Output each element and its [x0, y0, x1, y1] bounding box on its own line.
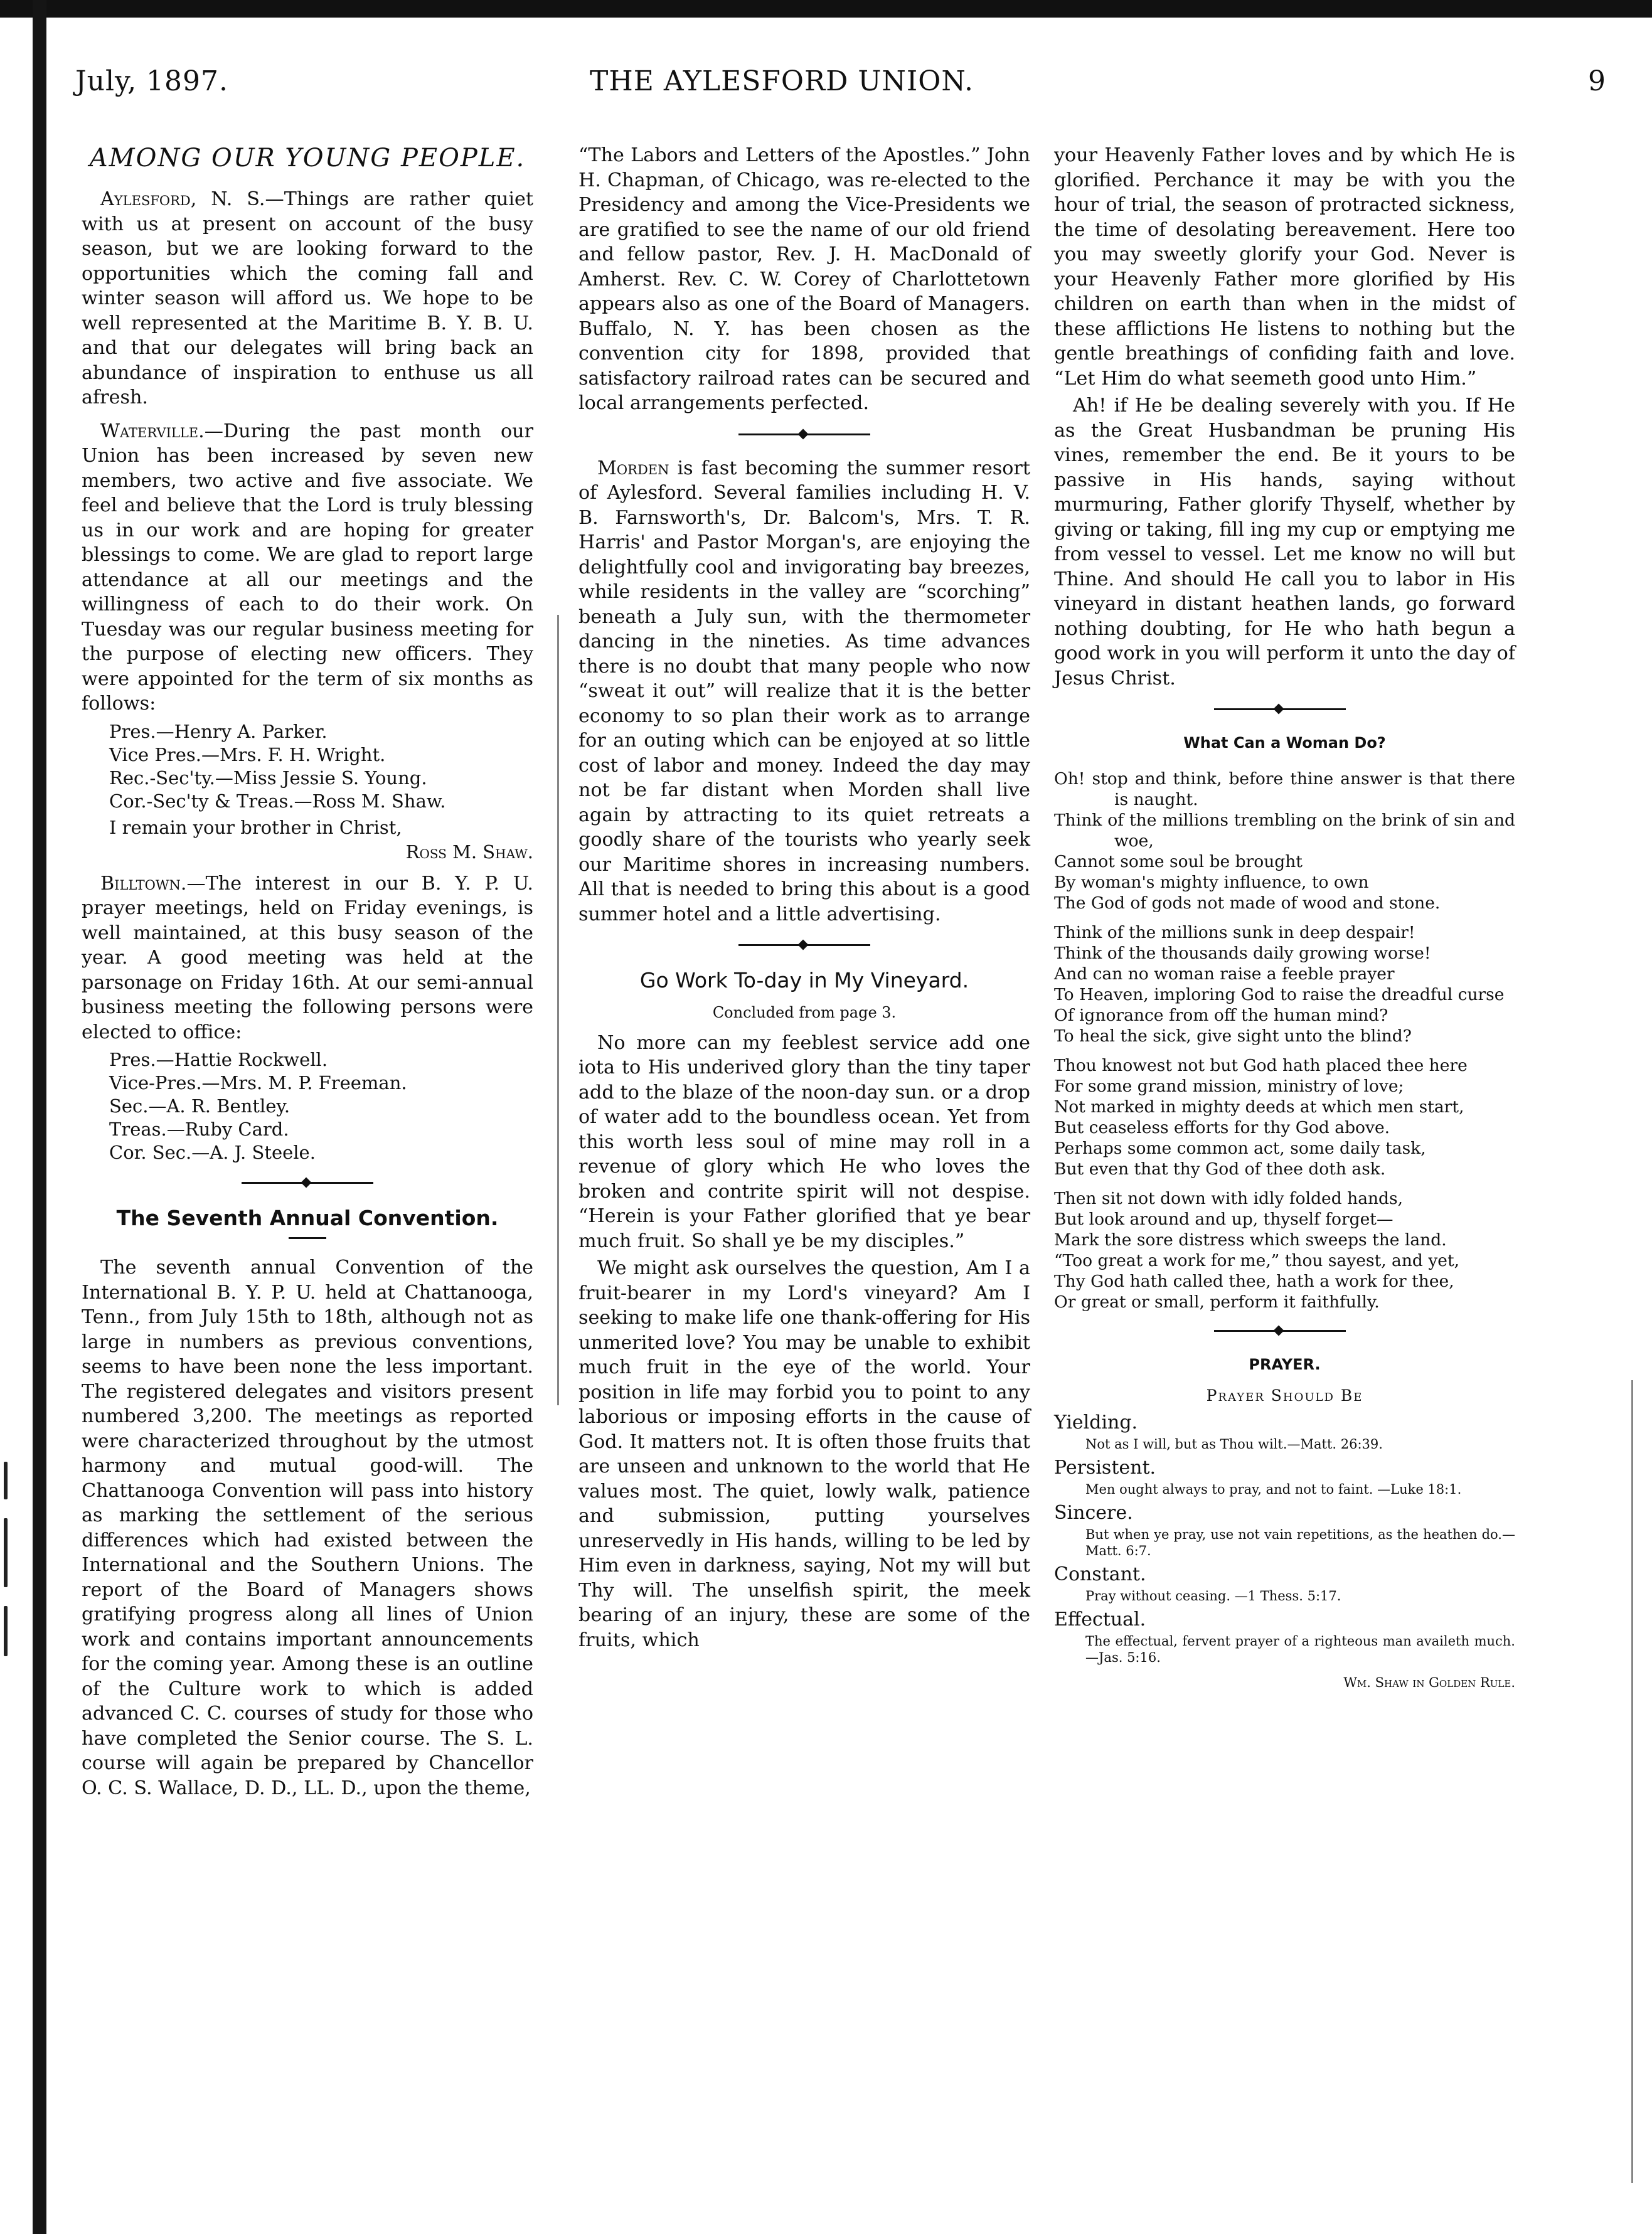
section-heading: AMONG OUR YOUNG PEOPLE. [89, 144, 526, 173]
poem-stanza [1054, 1188, 1515, 1312]
article-continuation: “The Labors and Letters of the Apostles.” John H. Chapman, of Chicago, was re-elected to the Presidency and among the Vice-Presidents we are gratified to see the name of our old friend and fellow pastor, Rev. J. H. MacDonald of Amherst. Rev. C. W. Corey of Charlottetown appears also as one of the Board of Managers. Buffalo, N. Y. has been chosen as the convention city for 1898, provided that satisfactory railroad rates can be secured and local arrangements perfected. [578, 144, 1030, 414]
poem-line: Think of the thousands daily growing worse! [1054, 943, 1431, 963]
officer-line: Vice Pres.—Mrs. F. H. Wright. [109, 743, 386, 765]
scripture-quote: Pray without ceasing. —1 Thess. 5:17. [1085, 1588, 1341, 1604]
section-separator [578, 430, 1030, 437]
article-title: The Seventh Annual Convention. [116, 1206, 499, 1230]
scripture-quote: Not as I will, but as Thou wilt.—Matt. 26:39. [1085, 1436, 1383, 1452]
poem-line: The God of gods not made of wood and stone. [1054, 893, 1441, 913]
prayer-virtue: Persistent. [1054, 1456, 1156, 1479]
news-item-waterville [82, 419, 533, 716]
title-rule [289, 1237, 326, 1239]
poem-line: And can no woman raise a feeble prayer [1054, 964, 1395, 984]
poem-line: To heal the sick, give sight unto the blind? [1054, 1026, 1412, 1046]
issue-date: July, 1897. [75, 65, 228, 97]
poem-line: Then sit not down with idly folded hands, [1054, 1188, 1404, 1208]
poem-line: But ceaseless efforts for thy God above. [1054, 1117, 1390, 1137]
prayer-virtue: Yielding. [1054, 1411, 1138, 1433]
scan-left-border [33, 0, 46, 2234]
item-lead: Aylesford, N. S. [100, 188, 265, 210]
poem-line: But even that thy God of thee doth ask. [1054, 1159, 1386, 1179]
officer-list [82, 1048, 533, 1164]
scan-mark [4, 1606, 8, 1656]
officer-line: Cor.-Sec'ty & Treas.—Ross M. Shaw. [109, 790, 446, 812]
news-item-aylesford [82, 187, 533, 410]
scan-mark [4, 1462, 8, 1499]
prayer-virtue: Sincere. [1054, 1501, 1133, 1524]
officer-line: Pres.—Henry A. Parker. [109, 720, 328, 742]
scripture-quote: Men ought always to pray, and not to faint. —Luke 18:1. [1085, 1481, 1462, 1497]
poem-line: “Too great a work for me,” thou sayest, and yet, [1054, 1250, 1460, 1270]
article-paragraph: We might ask ourselves the question, Am I a fruit-bearer in my Lord's vineyard? Am I seeking to make life one thank-offering for His unmerited love? You may be unable to exhibit much fruit in the eye of the world. Your position in life may forbid you to point to any laborious or imposing efforts in the cause of God. It matters not. It is often those fruits that are unseen and unknown to the world that He values most. The quiet, lowly walk, patience and submission, putting yourselves unreservedly in His hands, willing to be led by Him even in darkness, saying, Not my will but Thy will. The unselfish spirit, the meek bearing of an injury, these are some of the fruits, which [578, 1257, 1030, 1651]
item-text: —Things are rather quiet with us at present on account of the busy season, but we are looking forward to the opportunities which the coming fall and winter season will afford us. We hope to be well represented at the Maritime B. Y. B. U. and that our delegates will bring back an abundance of inspiration to enthuse us all afresh. [82, 188, 533, 408]
poem-line: For some grand mission, ministry of love; [1054, 1076, 1404, 1096]
officer-list [82, 720, 533, 813]
item-lead: Billtown. [100, 872, 187, 895]
letter-signature: Ross M. Shaw. [405, 841, 533, 863]
poem-line: Of ignorance from off the human mind? [1054, 1005, 1388, 1025]
prayer-intro: Prayer Should Be [1206, 1386, 1363, 1405]
poem-stanza [1054, 922, 1515, 1046]
officer-line: Vice-Pres.—Mrs. M. P. Freeman. [109, 1072, 407, 1093]
prayer-virtue: Effectual. [1054, 1608, 1146, 1630]
poem-line: By woman's mighty influence, to own [1054, 872, 1369, 892]
article-paragraph: Ah! if He be dealing severely with you. If He as the Great Husbandman be pruning His vines, remember the end. Be it yours to be passive in His hands, saying without murmuring, Father glorify Thyself, whether by giving or taking, fill ing my cup or emptying me from vessel to vessel. Let me know no will but Thine. And should He call you to labor in His vineyard in distant heathen lands, go forward nothing doubting, for He who hath begun a good work in you will perform it unto the day of Jesus Christ. [1054, 395, 1515, 689]
scripture-quote: But when ye pray, use not vain repetitions, as the heathen do.—Matt. 6:7. [1085, 1526, 1515, 1558]
item-text: —During the past month our Union has been increased by seven new members, two active and five associate. We feel and believe that the Lord is truly blessing us in our work and are hoping for greater blessings to come. We are glad to report large attendance at all our meetings and the willingness of each to do their work. On Tuesday was our regular business meeting for the purpose of electing new officers. They were appointed for the term of six months as follows: [82, 420, 533, 715]
section-separator [1054, 1326, 1515, 1334]
poem-line: Think of the millions sunk in deep despair! [1054, 922, 1415, 942]
officer-line: Treas.—Ruby Card. [109, 1119, 289, 1140]
news-item-billtown [82, 871, 533, 1045]
scan-mark [4, 1518, 8, 1587]
item-lead: Morden [597, 457, 669, 479]
column-3 [1054, 143, 1515, 1695]
poem-line: Thy God hath called thee, hath a work for thee, [1054, 1271, 1454, 1291]
column-divider [557, 615, 559, 1405]
column-2 [578, 143, 1030, 1655]
poem-stanza [1054, 1055, 1515, 1179]
poem-line: Cannot some soul be brought [1054, 851, 1303, 871]
news-item-morden [578, 456, 1030, 927]
item-text: —The interest in our B. Y. P. U. prayer meetings, held on Friday evenings, is well maintained, at this busy season of the year. A good meeting was held at the parsonage on Friday 16th. At our semi-annual business meeting the following persons were elected to office: [82, 872, 533, 1043]
officer-line: Sec.—A. R. Bentley. [109, 1095, 290, 1117]
prayer-title: PRAYER. [1249, 1355, 1321, 1373]
poem-line: Or great or small, perform it faithfully. [1054, 1292, 1380, 1312]
poem-title: What Can a Woman Do? [1183, 734, 1386, 752]
page-header [75, 65, 1631, 115]
article-continuation: your Heavenly Father loves and by which He is glorified. Perchance it may be with you the hour of trial, the season of protracted sickness, the time of desolating bereavement. Here too you may sweetly glorify your God. Never is your Heavenly Father more glorified by His children on earth than when in the midst of these afflictions He listens to nothing but the gentle breathings of confiding faith and love. “Let Him do what seemeth good unto Him.” [1054, 144, 1515, 390]
continuation-note: Concluded from page 3. [712, 1004, 897, 1021]
item-text: is fast becoming the summer resort of Aylesford. Several families including H. V. B. Farnsworth's, Dr. Balcom's, Mrs. T. R. Harris' and Pastor Morgan's, are enjoying the delightfully cool and invigorating bay breezes, while residents in the valley are “scorching” beneath a July sun, with the thermometer dancing in the nineties. As time advances there is no doubt that many people who now “sweat it out” will realize that it is the better economy to so plan their work as to arrange for an outing which can be enjoyed at so little cost of labor and money. Indeed the day may not be far distant when Morden shall live again by attracting to its quiet retreats a goodly share of the tourists who yearly seek our Maritime shores in increasing numbers. All that is needed to bring this about is a good summer hotel and a little advertising. [578, 457, 1030, 925]
poem-line: Mark the sore distress which sweeps the land. [1054, 1230, 1447, 1250]
page-number: 9 [1588, 65, 1606, 97]
prayer-virtue: Constant. [1054, 1563, 1146, 1585]
officer-line: Rec.-Sec'ty.—Miss Jessie S. Young. [109, 767, 427, 789]
column-divider [1631, 1380, 1633, 2183]
column-1 [82, 143, 533, 1803]
poem-stanza [1054, 769, 1515, 913]
officer-line: Pres.—Hattie Rockwell. [109, 1049, 328, 1070]
source-credit: Wm. Shaw in Golden Rule. [1343, 1674, 1515, 1690]
poem-line: Think of the millions trembling on the brink of sin and woe, [1054, 810, 1515, 851]
section-separator [1054, 705, 1515, 712]
item-lead: Waterville. [100, 420, 205, 442]
scripture-quote: The effectual, fervent prayer of a righteous man availeth much. —Jas. 5:16. [1085, 1633, 1515, 1665]
poem-line: Oh! stop and think, before thine answer is that there is naught. [1054, 769, 1515, 809]
section-separator [82, 1178, 533, 1186]
officer-line: Cor. Sec.—A. J. Steele. [109, 1142, 316, 1163]
article-body: The seventh annual Convention of the International B. Y. P. U. held at Chattanooga, Tenn., from July 15th to 18th, although not as large in numbers as previous conventions, seems to have been none the less important. The registered delegates and visitors present numbered 3,200. The meetings as reported were characterized throughout by the utmost harmony and mutual good-will. The Chattanooga Convention will pass into history as marking the settlement of the serious differences which had existed between the International and the Southern Unions. The report of the Board of Managers shows gratifying progress along all lines of Union work and contains important announcements for the coming year. Among these is an outline of the Culture work to which is added advanced C. C. courses of study for those who have completed the Senior course. The S. L. course will again be prepared by Chancellor O. C. S. Wallace, D. D., LL. D., upon the theme, [82, 1257, 533, 1799]
scan-top-border [0, 0, 1652, 18]
poem-line: Not marked in mighty deeds at which men start, [1054, 1097, 1464, 1117]
article-title: Go Work To-day in My Vineyard. [639, 968, 969, 992]
article-paragraph: No more can my feeblest service add one iota to His underived glory than the tiny taper add to the blaze of the noon-day sun. or a drop of water add to the boundless ocean. Yet from this worth less soul of mine may roll in a revenue of glory which He who loves the broken and contrite spirit will not despise. “Herein is your Father glorified that ye bear much fruit. So shall ye be my disciples.” [578, 1031, 1030, 1252]
section-separator [578, 940, 1030, 948]
poem-line: To Heaven, imploring God to raise the dreadful curse [1054, 984, 1505, 1004]
letter-closing: I remain your brother in Christ, [109, 816, 402, 838]
poem-line: Thou knowest not but God hath placed thee here [1054, 1055, 1468, 1075]
poem-line: But look around and up, thyself forget— [1054, 1209, 1394, 1229]
poem-line: Perhaps some common act, some daily task, [1054, 1138, 1426, 1158]
newspaper-title: THE AYLESFORD UNION. [590, 65, 974, 97]
